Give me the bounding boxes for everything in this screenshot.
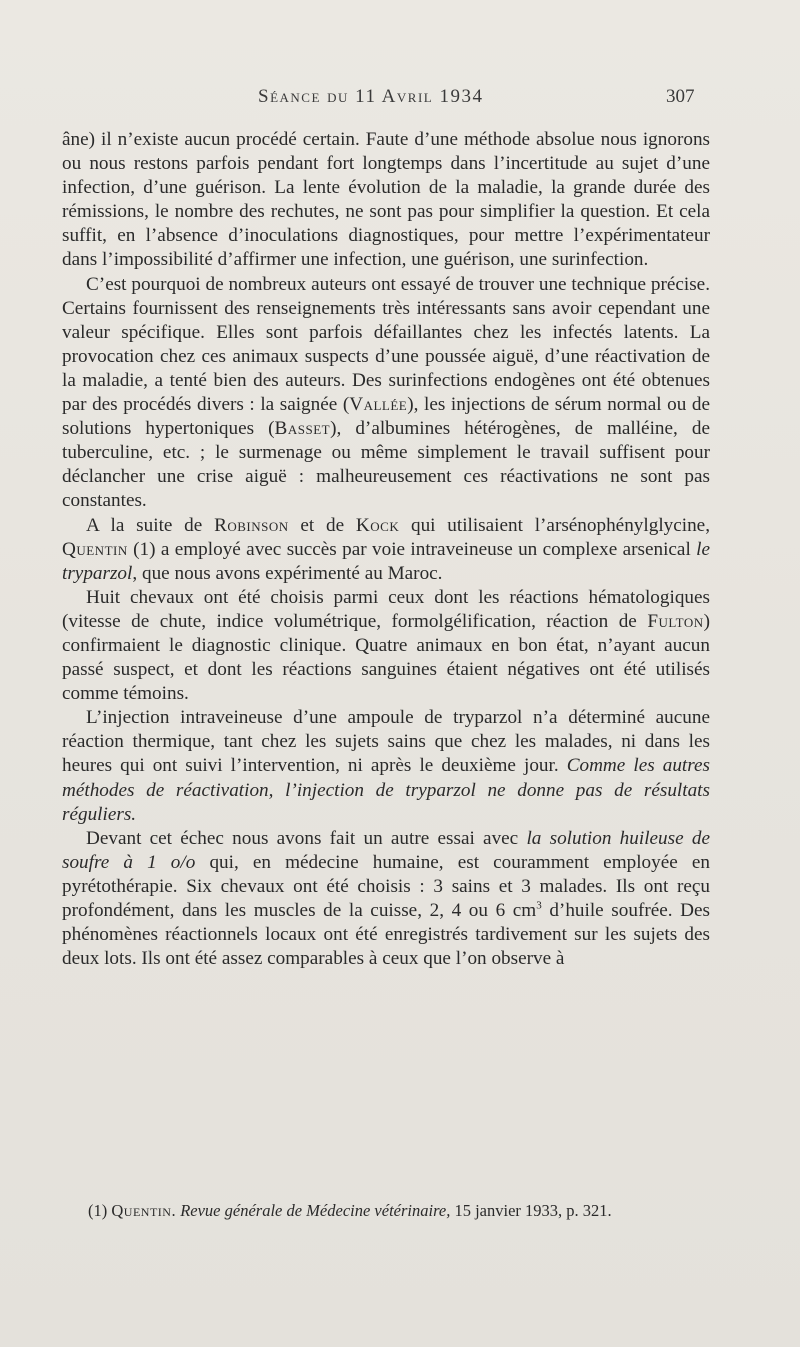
running-header bbox=[0, 86, 800, 116]
solution-italic: la solution huileuse de soufre à 1 o/o bbox=[62, 827, 710, 873]
author-name-vallee: Vallée bbox=[349, 394, 408, 416]
paragraph-6 bbox=[62, 827, 710, 972]
paragraph-2-text-c: ), d’albumines hétérogènes, de malléine, de tuberculine, etc. ; le surmenage ou même simplement le travail suffisent pour déclancher une crise aiguë : malheureusement ces réactivations ne sont pas constantes. bbox=[62, 418, 710, 512]
paragraph-1 bbox=[62, 128, 710, 273]
paragraph-2 bbox=[62, 273, 710, 514]
footnote-rest: 15 janvier 1933, p. 321. bbox=[450, 1201, 612, 1220]
paragraph-5 bbox=[62, 706, 710, 826]
footnote-author: Quentin. bbox=[111, 1201, 177, 1220]
paragraph-2-text-b: ), les injections de sérum normal ou de solutions hypertoniques ( bbox=[62, 394, 710, 440]
paragraph-3 bbox=[62, 514, 710, 586]
paragraph-1-text: âne) il n’existe aucun procédé certain. Faute d’une méthode absolue nous ignorons ou nous restons parfois pendant fort longtemps dans l’incertitude au sujet d’une infection, d’une guérison. La lente évolution de la maladie, la grande durée des rémissions, le nombre des rechutes, ne sont pas pour simplifier la question. Et cela suffit, en l’absence d’inoculations diagnostiques, pour mettre l’expérimentateur dans l’impossibilité d’affirmer une infection, une guérison, une surinfection. bbox=[62, 129, 710, 271]
paragraph-6-text-b: qui, en médecine humaine, est couramment employée en pyrétothérapie. Six chevaux ont été choisis : 3 sains et 3 malades. Ils ont reçu profondément, dans les muscles de la cuisse, 2, 4 ou 6 cm bbox=[62, 851, 710, 921]
paragraph-6-text-c: d’huile soufrée. Des phénomènes réactionnels locaux ont été enregistrés tardivement sur les sujets des deux lots. Ils ont été assez comparables à ceux que l’on observe à bbox=[62, 900, 710, 970]
paragraph-3-text-d: (1) a employé avec succès par voie intraveineuse un complexe arsenical bbox=[127, 538, 697, 560]
author-name-fulton: Fulton bbox=[647, 610, 704, 632]
paragraph-3-text-c: qui utilisaient l’arsénophénylglycine, bbox=[399, 514, 710, 536]
paragraph-3-text-e: , que nous avons expérimenté au Maroc. bbox=[132, 562, 443, 584]
paragraph-2-text-a: C’est pourquoi de nombreux auteurs ont essayé de trouver une technique précise. Certains fournissent des renseignements très intéressants sans avoir cependant une valeur spécifique. Elles sont parfois défaillantes chez les infectés latents. La provocation chez ces animaux suspects d’une poussée aiguë, d’une réactivation de la maladie, a tenté bien des auteurs. Des surinfections endogènes ont été obtenues par des procédés divers : la saignée ( bbox=[62, 273, 710, 416]
author-name-kock: Kock bbox=[355, 514, 400, 536]
footnote bbox=[88, 1200, 728, 1222]
footnote-journal: Revue générale de Médecine vétérinaire, bbox=[176, 1201, 451, 1220]
paragraph-4-text-b: ) confirmaient le diagnostic clinique. Quatre animaux en bon état, n’ayant aucun passé suspect, et dont les réactions sanguines étaient négatives ont été utilisés comme témoins. bbox=[62, 610, 710, 705]
paragraph-3-text-a: A la suite de bbox=[86, 514, 215, 536]
paragraph-3-text-b: et de bbox=[288, 514, 356, 536]
page-number: 307 bbox=[666, 86, 695, 107]
author-name-quentin: Quentin bbox=[62, 538, 128, 560]
running-title: Séance du 11 Avril 1934 bbox=[258, 86, 484, 107]
body-text bbox=[62, 128, 710, 971]
superscript-3: 3 bbox=[536, 899, 542, 912]
author-name-basset: Basset bbox=[274, 418, 331, 440]
footnote-marker: (1) bbox=[88, 1201, 112, 1220]
paragraph-4 bbox=[62, 586, 710, 706]
paragraph-5-text-a: L’injection intraveineuse d’une ampoule de tryparzol n’a déterminé aucune réaction thermique, tant chez les sujets sains que chez les malades, ni dans les heures qui ont suivi l’intervention, ni après le deuxième jour. bbox=[62, 707, 710, 777]
drug-name-tryparzol: le tryparzol bbox=[62, 538, 710, 584]
conclusion-italic: Comme les autres méthodes de réactivation, l’injection de tryparzol ne donne pas de résultats réguliers. bbox=[62, 755, 710, 825]
author-name-robinson: Robinson bbox=[214, 514, 289, 536]
paragraph-6-text-a: Devant cet échec nous avons fait un autre essai avec bbox=[86, 827, 527, 849]
paragraph-4-text-a: Huit chevaux ont été choisis parmi ceux dont les réactions hématologiques (vitesse de chute, indice volumétrique, formolgélification, réaction de bbox=[62, 586, 710, 632]
